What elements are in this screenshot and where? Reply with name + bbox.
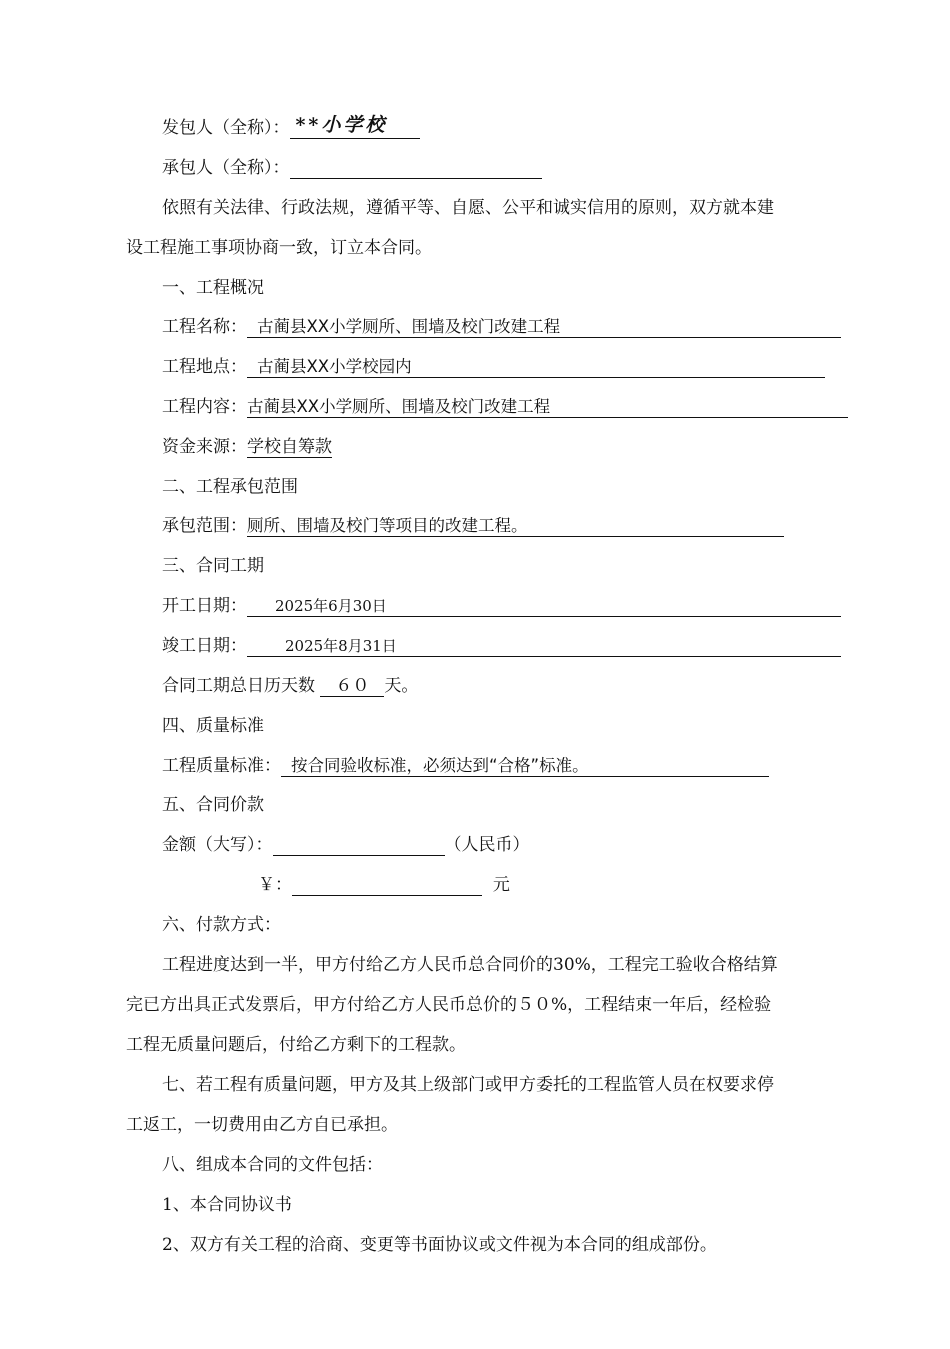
project-name-value: 古蔺县XX小学厕所、围墙及校门改建工程 xyxy=(257,317,561,336)
funding-line xyxy=(162,435,332,459)
section8-item-2: 2、双方有关工程的洽商、变更等书面协议或文件视为本合同的组成部份。 xyxy=(162,1235,717,1255)
funding-field[interactable] xyxy=(247,435,332,458)
amount-line xyxy=(162,833,530,857)
start-date-field[interactable] xyxy=(247,594,841,617)
section7-line-1: 七、若工程有质量问题，甲方及其上级部门或甲方委托的工程监管人员在权要求停 xyxy=(162,1075,774,1095)
section3-heading: 三、合同工期 xyxy=(162,556,264,576)
total-days-field[interactable] xyxy=(320,674,384,697)
amount-label: 金额（大写）： xyxy=(162,835,273,855)
project-name-label: 工程名称： xyxy=(162,317,247,337)
scope-line xyxy=(162,514,784,538)
project-location-line xyxy=(162,355,825,379)
employer-value: **小学校 xyxy=(295,114,388,136)
section5-heading: 五、合同价款 xyxy=(162,795,264,815)
payment-line-3: 工程无质量问题后，付给乙方剩下的工程款。 xyxy=(126,1035,466,1055)
end-date-field[interactable] xyxy=(247,634,841,657)
scope-field[interactable] xyxy=(247,514,784,537)
payment-line-1: 工程进度达到一半，甲方付给乙方人民币总合同价的30%，工程完工验收合格结算 xyxy=(162,955,778,975)
contractor-label: 承包人（全称）： xyxy=(162,158,290,178)
project-name-field[interactable] xyxy=(247,315,841,338)
project-content-line xyxy=(162,395,848,419)
quality-value: 按合同验收标准，必须达到“合格”标准。 xyxy=(291,756,589,775)
section7-line-2: 工返工，一切费用由乙方自已承担。 xyxy=(126,1115,398,1135)
project-content-value: 古蔺县XX小学厕所、围墙及校门改建工程 xyxy=(247,397,551,416)
funding-value: 学校自筹款 xyxy=(247,437,332,457)
project-location-value: 古蔺县XX小学校园内 xyxy=(257,357,412,376)
payment-line-2: 完已方出具正式发票后，甲方付给乙方人民币总价的５０%，工程结束一年后，经检验 xyxy=(126,995,772,1015)
scope-label: 承包范围： xyxy=(162,516,247,536)
employer-line xyxy=(162,116,420,140)
amount-unit: （人民币） xyxy=(444,835,530,855)
scope-value: 厕所、围墙及校门等项目的改建工程。 xyxy=(247,516,528,535)
quality-label: 工程质量标准： xyxy=(162,756,281,776)
quality-field[interactable] xyxy=(281,754,769,777)
total-days-line xyxy=(162,674,418,698)
total-days-prefix: 合同工期总日历天数 xyxy=(162,676,315,696)
end-date-line xyxy=(162,634,841,658)
project-content-field[interactable] xyxy=(247,395,848,418)
total-days-suffix: 天。 xyxy=(384,676,419,696)
yen-unit: 元 xyxy=(492,875,510,895)
total-days-value: ６０ xyxy=(335,676,370,696)
section6-heading: 六、付款方式： xyxy=(162,915,281,935)
start-date-label: 开工日期： xyxy=(162,596,247,616)
section2-heading: 二、工程承包范围 xyxy=(162,477,298,497)
start-date-value: 2025年6月30日 xyxy=(275,597,387,615)
end-date-label: 竣工日期： xyxy=(162,636,247,656)
project-content-label: 工程内容： xyxy=(162,397,247,417)
section8-heading: 八、组成本合同的文件包括： xyxy=(162,1155,383,1175)
yen-label: ￥： xyxy=(258,875,292,895)
section1-heading: 一、工程概况 xyxy=(162,278,264,298)
quality-line xyxy=(162,754,769,778)
employer-label: 发包人（全称）： xyxy=(162,118,290,138)
intro-line-2: 设工程施工事项协商一致，订立本合同。 xyxy=(126,238,432,258)
section4-heading: 四、质量标准 xyxy=(162,716,264,736)
intro-line-1: 依照有关法律、行政法规，遵循平等、自愿、公平和诚实信用的原则，双方就本建 xyxy=(162,198,774,218)
section8-item-1: 1、本合同协议书 xyxy=(162,1195,292,1215)
yen-line xyxy=(258,873,510,897)
funding-label: 资金来源： xyxy=(162,437,247,457)
yen-field[interactable] xyxy=(292,873,482,896)
amount-field[interactable] xyxy=(273,833,445,856)
project-location-field[interactable] xyxy=(247,355,825,378)
employer-field[interactable] xyxy=(290,116,420,139)
start-date-line xyxy=(162,594,841,618)
project-name-line xyxy=(162,315,841,339)
contractor-line xyxy=(162,156,542,180)
project-location-label: 工程地点： xyxy=(162,357,247,377)
end-date-value: 2025年8月31日 xyxy=(285,637,397,655)
contractor-field[interactable] xyxy=(290,156,542,179)
